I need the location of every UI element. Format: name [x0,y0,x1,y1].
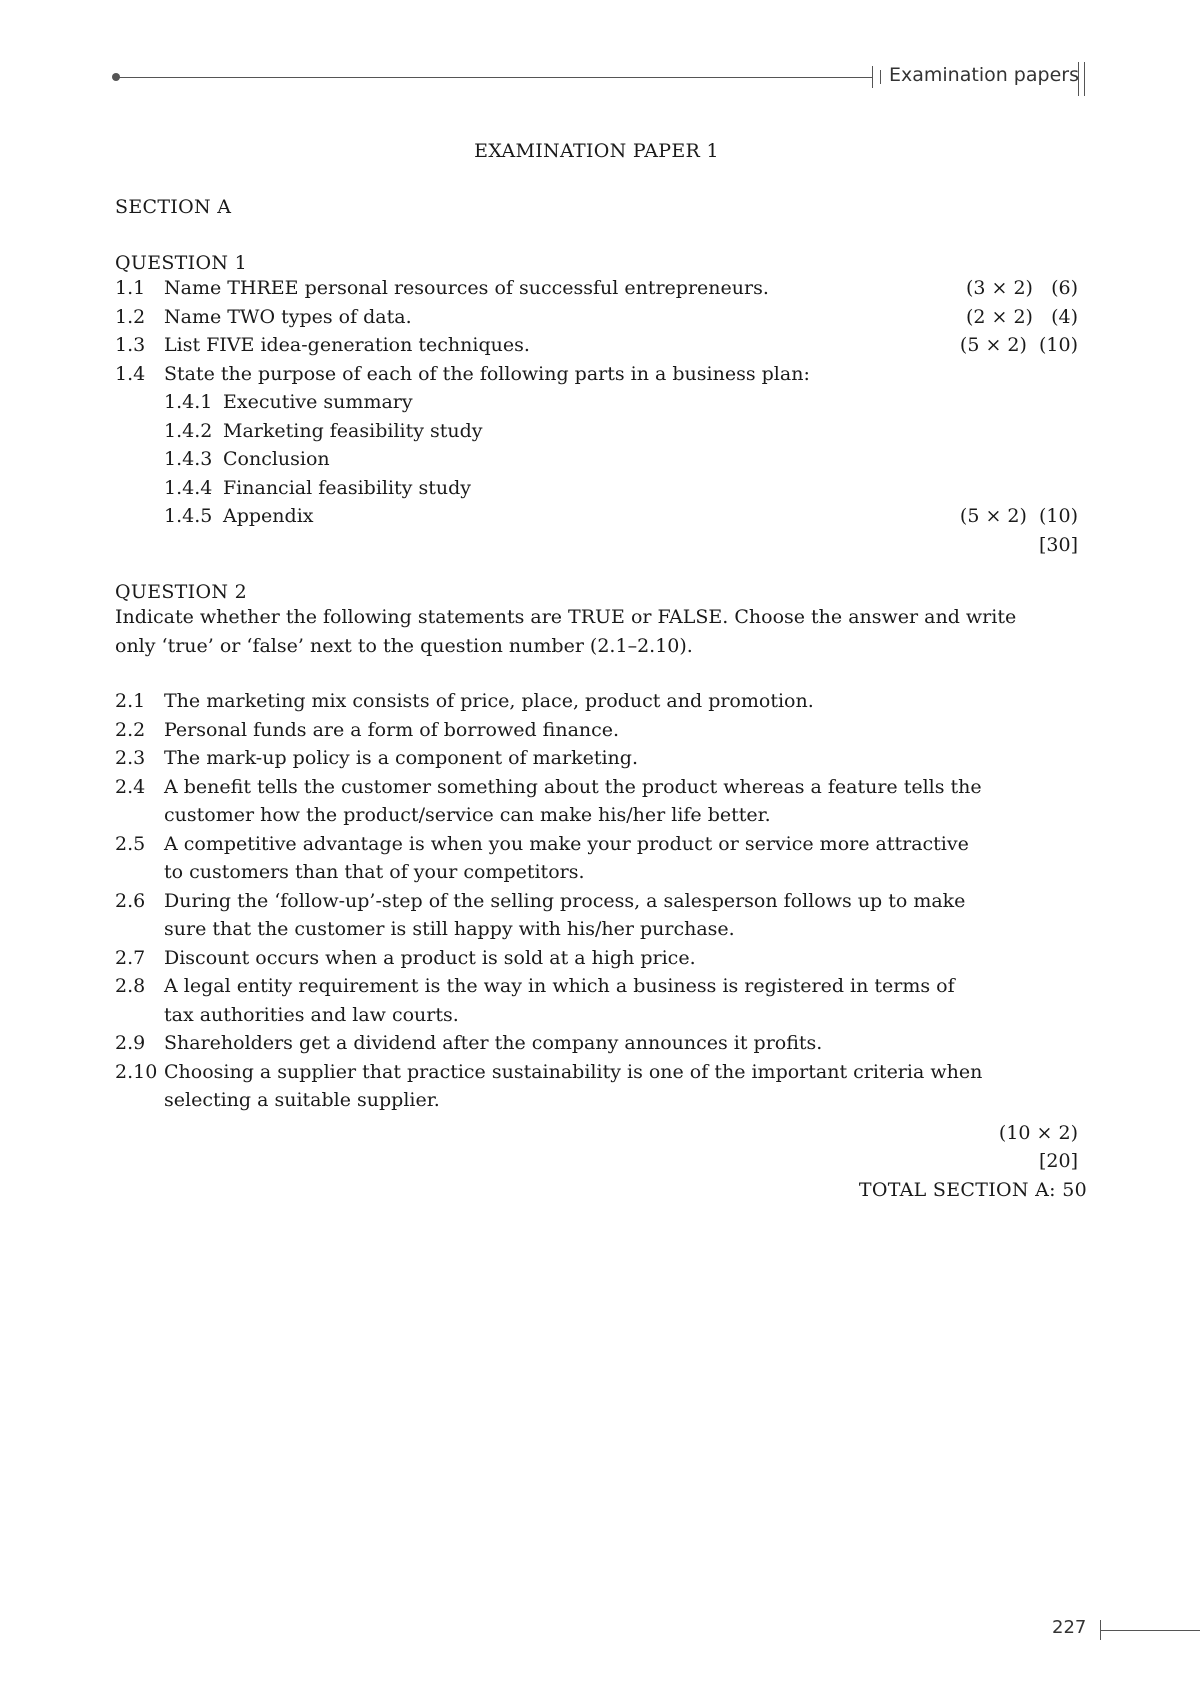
header-rule-end-tick [872,66,873,88]
sub-item [115,502,1078,531]
item-marks: (3 × 2) (6) [965,277,1078,299]
item-text: Choosing a supplier that practice sustainability is one of the important criteria when selecting a suitable supplier. [164,1060,983,1111]
item-text: A competitive advantage is when you make your product or service more attractive to customers than that of your competitors. [164,832,969,883]
statement-item [115,773,985,830]
sub-item-number: 1.4.4 [164,476,213,499]
paper-title: EXAMINATION PAPER 1 [474,140,719,162]
sub-items-marks: (5 × 2) (10) [959,505,1078,527]
page-number: 227 [1052,1617,1087,1638]
item-number: 2.10 [115,1060,158,1083]
running-header: Examination papers [889,64,1079,86]
statement-item [115,830,985,887]
sub-item [115,417,1078,446]
statement-item [115,744,985,773]
item-number: 1.1 [115,277,146,299]
item-text: During the ‘follow-up’-step of the selling process, a salesperson follows up to make sure that the customer is still happy with his/her purchase. [164,889,966,940]
item-number: 2.5 [115,832,146,855]
sub-item-text: Marketing feasibility study [223,419,483,442]
item-number: 2.6 [115,889,146,912]
item-text: Name TWO types of data. [164,305,412,328]
question-item [115,360,1078,389]
sub-item-number: 1.4.3 [164,448,213,470]
statement-item [115,687,985,716]
sub-item-text: Executive summary [223,391,413,413]
sub-item-text: Conclusion [223,448,330,470]
sub-item [115,474,1078,503]
statement-item [115,944,985,973]
item-text: Shareholders get a dividend after the company announces it profits. [164,1032,823,1054]
item-number: 2.8 [115,975,146,997]
question-2-items [115,687,985,1115]
question-2-total: [20] [1038,1150,1078,1172]
item-text: State the purpose of each of the following parts in a business plan: [164,362,810,385]
item-number: 2.4 [115,775,146,798]
item-text: The mark-up policy is a component of marketing. [164,747,638,769]
statement-item [115,1058,985,1115]
question-item [115,274,1078,303]
sub-item-number: 1.4.1 [164,391,213,413]
header-rule [116,77,872,78]
item-number: 2.1 [115,690,146,712]
header-rule-inner-tick [880,70,881,84]
section-total: TOTAL SECTION A: 50 [858,1178,1087,1201]
question-2-heading: QUESTION 2 [115,581,247,603]
item-number: 1.4 [115,362,146,385]
exam-content [115,140,1087,1204]
statement-item [115,1029,985,1058]
item-text: A benefit tells the customer something about the product whereas a feature tells the customer how the product/service can make his/her life better. [164,775,982,826]
statement-item [115,716,985,745]
item-text: Personal funds are a form of borrowed finance. [164,718,620,741]
header-bar-right [1084,62,1085,96]
sub-item-text: Appendix [223,505,314,527]
item-number: 1.2 [115,305,146,328]
question-1-heading: QUESTION 1 [115,252,247,274]
question-2-marks: (10 × 2) [998,1121,1078,1144]
item-text: Name THREE personal resources of successful entrepreneurs. [164,277,769,299]
statement-item [115,972,985,1029]
sub-item-number: 1.4.2 [164,419,213,442]
item-number: 2.7 [115,946,146,969]
statement-item [115,887,985,944]
item-text: The marketing mix consists of price, place, product and promotion. [164,690,814,712]
item-text: A legal entity requirement is the way in which a business is registered in terms of tax authorities and law courts. [164,975,955,1026]
item-marks: (2 × 2) (4) [965,305,1078,328]
sub-item-text: Financial feasibility study [223,476,471,499]
item-number: 2.3 [115,747,146,769]
question-1-total: [30] [1038,533,1078,556]
section-heading: SECTION A [115,196,232,218]
sub-item [115,388,1078,417]
question-item [115,303,1078,332]
sub-item [115,445,1078,474]
question-1-items [115,274,1078,559]
item-number: 2.9 [115,1032,146,1054]
question-2-instruction: Indicate whether the following statements are TRUE or FALSE. Choose the answer and write only ‘true’ or ‘false’ next to the question number (2.1–2.10). [115,606,1017,657]
question-item [115,331,1078,360]
item-number: 2.2 [115,718,146,741]
item-number: 1.3 [115,334,146,356]
item-marks: (5 × 2) (10) [959,334,1078,356]
footer-rule [1100,1630,1200,1631]
header-bar-left [1078,62,1079,96]
sub-item-number: 1.4.5 [164,505,213,527]
item-text: List FIVE idea-generation techniques. [164,334,530,356]
item-text: Discount occurs when a product is sold at a high price. [164,946,696,969]
